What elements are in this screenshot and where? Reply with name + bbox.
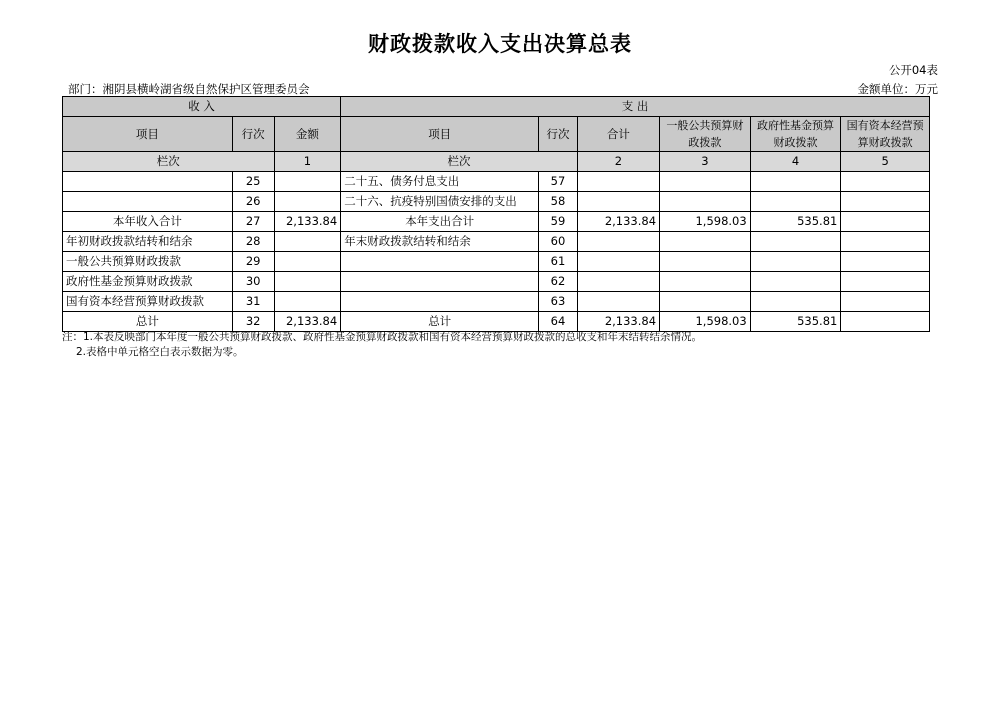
cell-exp-item bbox=[341, 252, 539, 272]
cell-exp-item: 年末财政拨款结转和结余 bbox=[341, 232, 539, 252]
cell-exp-item bbox=[341, 272, 539, 292]
col-exp-gov-fund: 政府性基金预算财政拨款 bbox=[750, 117, 841, 152]
cell-income-amount: 2,133.84 bbox=[274, 312, 341, 332]
cell-exp-general-public bbox=[660, 252, 751, 272]
cell-exp-state-capital bbox=[841, 252, 930, 272]
cell-exp-line: 60 bbox=[539, 232, 578, 252]
cell-income-line: 25 bbox=[232, 172, 274, 192]
cell-exp-line: 64 bbox=[539, 312, 578, 332]
cell-exp-line: 58 bbox=[539, 192, 578, 212]
cell-exp-total bbox=[577, 232, 659, 252]
cell-exp-general-public: 1,598.03 bbox=[660, 312, 751, 332]
cell-exp-general-public bbox=[660, 192, 751, 212]
cell-income-amount bbox=[274, 252, 341, 272]
cell-exp-state-capital bbox=[841, 272, 930, 292]
cell-exp-gov-fund: 535.81 bbox=[750, 312, 841, 332]
col-income-amount: 金额 bbox=[274, 117, 341, 152]
table-row bbox=[63, 292, 930, 312]
column-number-row bbox=[63, 152, 930, 172]
table-row-total bbox=[63, 312, 930, 332]
table-row bbox=[63, 272, 930, 292]
cell-exp-state-capital bbox=[841, 192, 930, 212]
cell-exp-line: 62 bbox=[539, 272, 578, 292]
cell-income-line: 31 bbox=[232, 292, 274, 312]
cell-exp-gov-fund bbox=[750, 292, 841, 312]
cell-income-line: 27 bbox=[232, 212, 274, 232]
cell-exp-gov-fund bbox=[750, 252, 841, 272]
form-code: 公开04表 bbox=[888, 63, 938, 77]
cell-exp-state-capital bbox=[841, 232, 930, 252]
cell-exp-state-capital bbox=[841, 172, 930, 192]
page-title: 财政拨款收入支出决算总表 bbox=[368, 32, 632, 56]
table-row bbox=[63, 192, 930, 212]
col-exp-general-public: 一般公共预算财政拨款 bbox=[660, 117, 751, 152]
cell-income-line: 32 bbox=[232, 312, 274, 332]
cell-exp-total bbox=[577, 272, 659, 292]
note-line-1: 注：1.本表反映部门本年度一般公共预算财政拨款、政府性基金预算财政拨款和国有资本经营预算财政拨款的总收支和年末结转结余情况。 bbox=[62, 331, 703, 343]
column-number-right-label: 栏次 bbox=[341, 152, 578, 172]
department-label: 部门：湘阴县横岭湖省级自然保护区管理委员会 bbox=[68, 82, 310, 96]
cell-income-amount bbox=[274, 292, 341, 312]
col-income-item: 项目 bbox=[63, 117, 233, 152]
cell-income-amount bbox=[274, 192, 341, 212]
column-number-exp-state-capital: 5 bbox=[841, 152, 930, 172]
cell-exp-item: 二十五、债务付息支出 bbox=[341, 172, 539, 192]
cell-exp-total bbox=[577, 192, 659, 212]
cell-exp-state-capital bbox=[841, 292, 930, 312]
col-exp-item: 项目 bbox=[341, 117, 539, 152]
cell-exp-general-public: 1,598.03 bbox=[660, 212, 751, 232]
group-header-row bbox=[63, 97, 930, 117]
col-exp-state-capital: 国有资本经营预算财政拨款 bbox=[841, 117, 930, 152]
cell-income-item: 总计 bbox=[63, 312, 233, 332]
table-row bbox=[63, 252, 930, 272]
cell-exp-total bbox=[577, 172, 659, 192]
cell-exp-total bbox=[577, 252, 659, 272]
table-row bbox=[63, 212, 930, 232]
table-row bbox=[63, 232, 930, 252]
cell-exp-gov-fund bbox=[750, 172, 841, 192]
note-line-2: 2.表格中单元格空白表示数据为零。 bbox=[76, 346, 244, 358]
cell-income-line: 30 bbox=[232, 272, 274, 292]
expenditure-group-header: 支 出 bbox=[341, 97, 930, 117]
cell-income-line: 26 bbox=[232, 192, 274, 212]
cell-exp-general-public bbox=[660, 232, 751, 252]
cell-exp-line: 63 bbox=[539, 292, 578, 312]
column-number-income-amount: 1 bbox=[274, 152, 341, 172]
cell-exp-line: 57 bbox=[539, 172, 578, 192]
cell-income-amount bbox=[274, 272, 341, 292]
cell-exp-line: 59 bbox=[539, 212, 578, 232]
cell-income-item bbox=[63, 172, 233, 192]
cell-income-item: 年初财政拨款结转和结余 bbox=[63, 232, 233, 252]
cell-income-item: 本年收入合计 bbox=[63, 212, 233, 232]
cell-exp-state-capital bbox=[841, 312, 930, 332]
cell-income-line: 28 bbox=[232, 232, 274, 252]
cell-exp-item: 二十六、抗疫特别国债安排的支出 bbox=[341, 192, 539, 212]
cell-income-amount: 2,133.84 bbox=[274, 212, 341, 232]
cell-exp-state-capital bbox=[841, 212, 930, 232]
cell-exp-total: 2,133.84 bbox=[577, 312, 659, 332]
column-number-left-label: 栏次 bbox=[63, 152, 275, 172]
cell-exp-general-public bbox=[660, 292, 751, 312]
col-exp-line: 行次 bbox=[539, 117, 578, 152]
column-header-row bbox=[63, 117, 930, 152]
table-row bbox=[63, 172, 930, 192]
cell-income-item bbox=[63, 192, 233, 212]
cell-exp-item: 总计 bbox=[341, 312, 539, 332]
cell-income-line: 29 bbox=[232, 252, 274, 272]
cell-income-item: 政府性基金预算财政拨款 bbox=[63, 272, 233, 292]
column-number-exp-gov-fund: 4 bbox=[750, 152, 841, 172]
cell-exp-item: 本年支出合计 bbox=[341, 212, 539, 232]
column-number-exp-general-public: 3 bbox=[660, 152, 751, 172]
unit-label: 金额单位：万元 bbox=[857, 82, 938, 96]
cell-exp-line: 61 bbox=[539, 252, 578, 272]
financial-table bbox=[62, 96, 930, 332]
cell-exp-gov-fund bbox=[750, 232, 841, 252]
cell-exp-total: 2,133.84 bbox=[577, 212, 659, 232]
cell-exp-gov-fund bbox=[750, 272, 841, 292]
cell-income-amount bbox=[274, 172, 341, 192]
cell-exp-general-public bbox=[660, 172, 751, 192]
cell-exp-gov-fund bbox=[750, 192, 841, 212]
table-notes bbox=[62, 330, 942, 360]
cell-exp-total bbox=[577, 292, 659, 312]
income-group-header: 收 入 bbox=[63, 97, 341, 117]
column-number-exp-total: 2 bbox=[577, 152, 659, 172]
cell-exp-general-public bbox=[660, 272, 751, 292]
cell-exp-item bbox=[341, 292, 539, 312]
col-exp-total: 合计 bbox=[577, 117, 659, 152]
cell-exp-gov-fund: 535.81 bbox=[750, 212, 841, 232]
cell-income-amount bbox=[274, 232, 341, 252]
col-income-line: 行次 bbox=[232, 117, 274, 152]
cell-income-item: 一般公共预算财政拨款 bbox=[63, 252, 233, 272]
cell-income-item: 国有资本经营预算财政拨款 bbox=[63, 292, 233, 312]
